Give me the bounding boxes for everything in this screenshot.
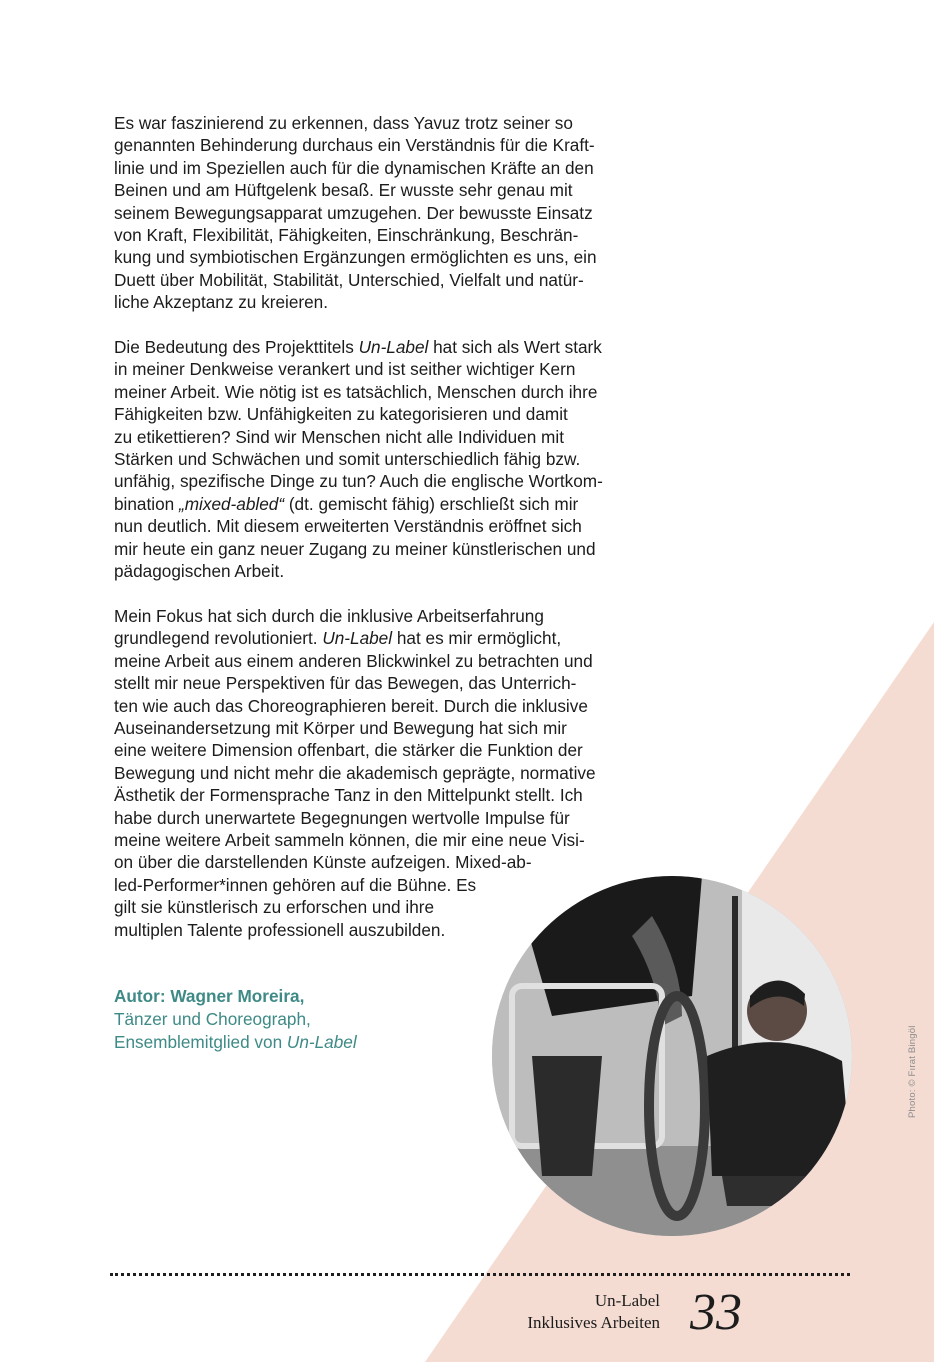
text-run: (dt. gemischt fähig) erschließt sich mir (284, 493, 579, 514)
text-line: on über die darstellenden Künste aufzeigen. Mixed-ab- (114, 852, 532, 873)
text-line: pädagogischen Arbeit. (114, 561, 285, 582)
paragraph-3 (114, 605, 659, 941)
page-number: 33 (690, 1284, 742, 1341)
text-run: Ensemblemitglied von (114, 1032, 287, 1052)
text-run: bination (114, 493, 179, 514)
text-line: Bewegung und nicht mehr die akademisch geprägte, normative (114, 762, 596, 783)
text-line: in meiner Denkweise verankert und ist seither wichtiger Kern (114, 359, 576, 380)
circular-photo (492, 876, 852, 1236)
paragraph-2 (114, 336, 659, 582)
text-line: gilt sie künstlerisch zu erforschen und ihre (114, 897, 435, 918)
text-line: meine Arbeit aus einem anderen Blickwinkel zu betrachten und (114, 650, 593, 671)
text-line: unfähig, spezifische Dinge zu tun? Auch die englische Wortkom- (114, 471, 603, 492)
project-title-emphasis: Un-Label (286, 1032, 357, 1052)
text-line: nun deutlich. Mit diesem erweiterten Verständnis eröffnet sich (114, 516, 582, 537)
text-run: grundlegend revolutioniert. (114, 628, 323, 649)
text-line: Beinen und am Hüftgelenk besaß. Er wusste sehr genau mit (114, 180, 573, 201)
text-line: von Kraft, Flexibilität, Fähigkeiten, Einschränkung, Beschrän- (114, 225, 579, 246)
author-block (114, 985, 514, 1054)
project-title-emphasis: Un-Label (322, 628, 393, 649)
text-line: Stärken und Schwächen und somit unterschiedlich fähig bzw. (114, 449, 581, 470)
author-role: Tänzer und Choreograph, (114, 1009, 311, 1029)
paragraph-1 (114, 112, 659, 314)
dotted-divider (110, 1273, 850, 1276)
text-line: Duett über Mobilität, Stabilität, Unterschied, Vielfalt und natür- (114, 269, 584, 290)
text-line: zu etikettieren? Sind wir Menschen nicht alle Individuen mit (114, 426, 564, 447)
text-line: genannten Behinderung durchaus ein Verständnis für die Kraft- (114, 135, 595, 156)
text-line (114, 627, 659, 649)
text-line: led-Performer*innen gehören auf die Bühne. Es (114, 874, 477, 895)
text-line: Es war faszinierend zu erkennen, dass Yavuz trotz seiner so (114, 113, 573, 133)
term-emphasis: „mixed-abled“ (178, 493, 285, 514)
legs (532, 1056, 602, 1176)
text-run: hat es mir ermöglicht, (392, 628, 562, 649)
author-name: Autor: Wagner Moreira, (114, 986, 305, 1006)
text-line: stellt mir neue Perspektiven für das Bewegen, das Unterrich- (114, 673, 577, 694)
text-line: seinem Bewegungsapparat umzugehen. Der bewusste Einsatz (114, 202, 593, 223)
photo-credit: Photo: © Fırat Bingöl (907, 1025, 918, 1118)
article-body (114, 112, 659, 941)
text-line: Fähigkeiten bzw. Unfähigkeiten zu kategorisieren und damit (114, 404, 568, 425)
text-line: eine weitere Dimension offenbart, die stärker die Funktion der (114, 740, 583, 761)
text-line: meine weitere Arbeit sammeln können, die mir eine neue Visi- (114, 829, 585, 850)
text-line (114, 336, 659, 358)
footer-title: Un-Label (594, 1291, 660, 1310)
text-line: liche Akzeptanz zu kreieren. (114, 292, 329, 313)
text-line: ten wie auch das Choreographieren bereit. Durch die inklusive (114, 695, 588, 716)
text-line: meiner Arbeit. Wie nötig ist es tatsächlich, Menschen durch ihre (114, 381, 598, 402)
text-line: linie und im Speziellen auch für die dynamischen Kräfte an den (114, 157, 594, 178)
text-line: Auseinandersetzung mit Körper und Bewegung hat sich mir (114, 717, 567, 738)
text-line (114, 493, 659, 515)
text-line: habe durch unerwartete Begegnungen wertvolle Impulse für (114, 807, 570, 828)
text-run: hat sich als Wert stark (428, 337, 602, 358)
text-line: Ästhetik der Formensprache Tanz in den Mittelpunkt stellt. Ich (114, 785, 583, 806)
text-run: Die Bedeutung des Projekttitels (114, 337, 359, 358)
author-membership (114, 1031, 514, 1054)
text-line: kung und symbiotischen Ergänzungen ermöglichten es uns, ein (114, 247, 597, 268)
running-footer (527, 1290, 660, 1334)
footer-subtitle: Inklusives Arbeiten (527, 1313, 660, 1332)
photo-illustration (492, 876, 852, 1236)
text-line: multiplen Talente professionell auszubilden. (114, 919, 446, 940)
text-line: Mein Fokus hat sich durch die inklusive Arbeitserfahrung (114, 605, 544, 626)
text-line: mir heute ein ganz neuer Zugang zu meiner künstlerischen und (114, 538, 596, 559)
project-title-emphasis: Un-Label (358, 337, 429, 358)
